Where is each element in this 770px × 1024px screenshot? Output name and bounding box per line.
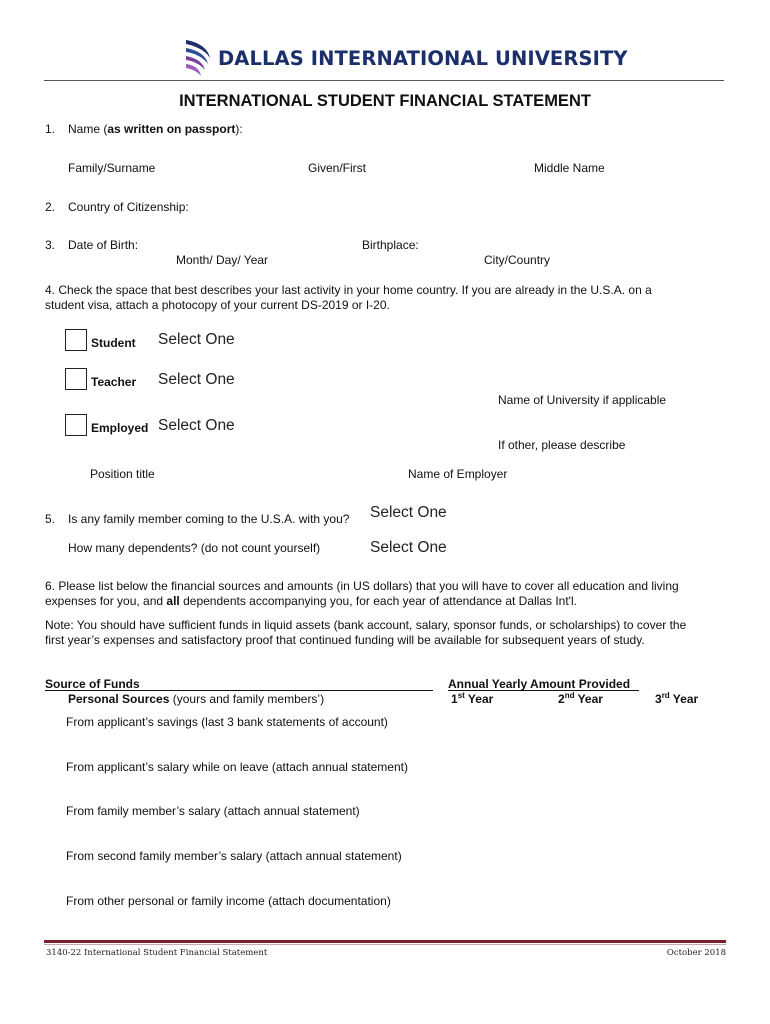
footer-form-id: 3140-22 International Student Financial Statement (46, 948, 268, 958)
family-member-select[interactable]: Select One (370, 504, 447, 521)
family-name-label: Family/Surname (68, 161, 156, 175)
university-name-label: Name of University if applicable (498, 393, 667, 407)
note-line1: Note: You should have sufficient funds in liquid assets (bank account, salary, sponsor funds, or scholarships) to cover the (45, 618, 687, 632)
city-country-label: City/Country (484, 253, 551, 267)
dependents-select[interactable]: Select One (370, 539, 447, 556)
note-line2: first year’s expenses and satisfactory proof that continued funding will be available for subsequent years of study. (45, 633, 645, 647)
q1-label: Name (as written on passport): (68, 122, 243, 136)
personal-sources-label: Personal Sources (yours and family members’) (68, 692, 325, 706)
family-member-question: Is any family member coming to the U.S.A. with you? (68, 512, 350, 526)
q5-number: 5. (45, 512, 56, 526)
table-row: From family member’s salary (attach annual statement) (66, 804, 360, 818)
table-row: From applicant’s savings (last 3 bank statements of account) (66, 715, 388, 729)
student-label: Student (91, 336, 136, 350)
amount-header-underline (448, 690, 639, 691)
birthplace-label: Birthplace: (362, 238, 419, 252)
given-name-label: Given/First (308, 161, 367, 175)
header-divider (44, 80, 724, 81)
source-of-funds-header: Source of Funds (45, 677, 140, 691)
footer-divider (44, 940, 726, 943)
student-select[interactable]: Select One (158, 331, 235, 348)
table-row: From other personal or family income (attach documentation) (66, 894, 391, 908)
teacher-select[interactable]: Select One (158, 371, 235, 388)
student-checkbox[interactable] (65, 329, 87, 351)
middle-name-label: Middle Name (534, 161, 605, 175)
q6-instruction-line1: 6. Please list below the financial sources and amounts (in US dollars) that you will have to cover all education and living (45, 579, 679, 593)
form-title: INTERNATIONAL STUDENT FINANCIAL STATEMENT (179, 92, 591, 110)
q2-number: 2. (45, 200, 56, 214)
year-1-header: 1st Year (451, 691, 494, 706)
dependents-question: How many dependents? (do not count yourself) (68, 541, 321, 555)
q6-instruction-line2: expenses for you, and all dependents accompanying you, for each year of attendance at Dallas Int'l. (45, 594, 577, 608)
q3-number: 3. (45, 238, 56, 252)
source-header-underline (45, 690, 433, 691)
citizenship-label: Country of Citizenship: (68, 200, 189, 214)
year-3-header: 3rd Year (655, 691, 699, 706)
q4-instruction-line1: 4. Check the space that best describes your last activity in your home country. If you are already in the U.S.A. on a (45, 283, 652, 297)
position-title-label: Position title (90, 467, 155, 481)
q4-instruction-line2: student visa, attach a photocopy of your current DS-2019 or I-20. (45, 298, 390, 312)
university-name: DALLAS INTERNATIONAL UNIVERSITY (218, 47, 628, 70)
employed-select[interactable]: Select One (158, 417, 235, 434)
employed-label: Employed (91, 421, 149, 435)
other-describe-label: If other, please describe (498, 438, 626, 452)
employed-checkbox[interactable] (65, 414, 87, 436)
dob-label: Date of Birth: (68, 238, 139, 252)
dob-format-label: Month/ Day/ Year (176, 253, 269, 267)
footer-divider-thin (44, 944, 726, 945)
employer-name-label: Name of Employer (408, 467, 508, 481)
footer-date: October 2018 (666, 948, 726, 958)
teacher-label: Teacher (91, 375, 137, 389)
logo-swoosh-icon (184, 38, 214, 78)
q1-number: 1. (45, 122, 56, 136)
table-row: From applicant’s salary while on leave (attach annual statement) (66, 760, 408, 774)
table-row: From second family member’s salary (attach annual statement) (66, 849, 402, 863)
teacher-checkbox[interactable] (65, 368, 87, 390)
annual-amount-header: Annual Yearly Amount Provided (448, 677, 631, 691)
year-2-header: 2nd Year (558, 691, 603, 706)
